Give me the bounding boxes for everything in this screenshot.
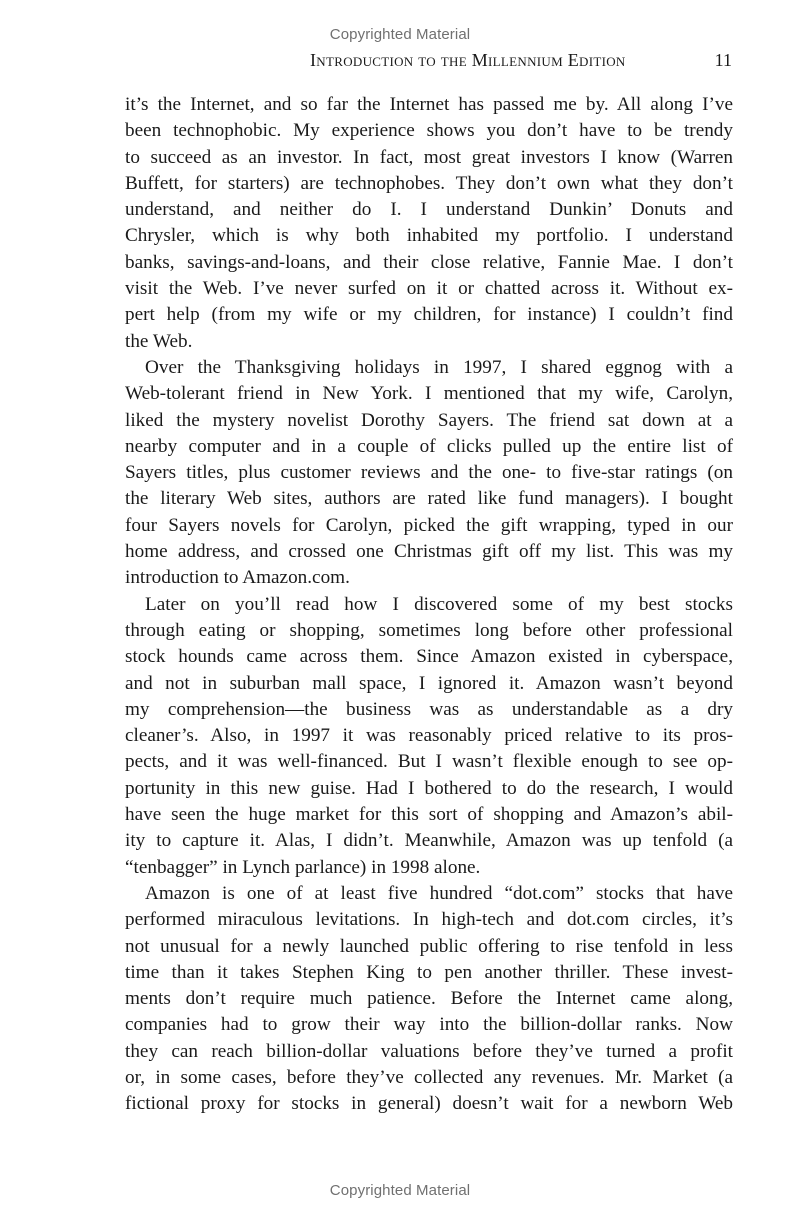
text-line: companies had to grow their way into the billion-dollar ranks. Now bbox=[125, 1014, 733, 1036]
text-line: portunity in this new guise. Had I bothered to do the research, I would bbox=[125, 777, 733, 799]
text-line: “tenbagger” in Lynch parlance) in 1998 alone. bbox=[125, 856, 481, 878]
body-text bbox=[125, 92, 733, 1118]
text-line: they can reach billion-dollar valuations before they’ve turned a profit bbox=[125, 1040, 733, 1062]
text-line: cleaner’s. Also, in 1997 it was reasonably priced relative to its pros- bbox=[125, 725, 733, 747]
text-line: introduction to Amazon.com. bbox=[125, 567, 350, 589]
running-head bbox=[310, 50, 732, 74]
paragraph bbox=[125, 355, 733, 592]
text-line: understand, and neither do I. I understand Dunkin’ Donuts and bbox=[125, 199, 733, 221]
text-line: been technophobic. My experience shows you don’t have to be trendy bbox=[125, 120, 733, 142]
text-line: pects, and it was well-financed. But I wasn’t flexible enough to see op- bbox=[125, 751, 733, 773]
text-line: my comprehension—the business was as understandable as a dry bbox=[125, 698, 733, 720]
text-line: home address, and crossed one Christmas gift off my list. This was my bbox=[125, 541, 733, 563]
page-number: 11 bbox=[714, 50, 732, 70]
text-line: fictional proxy for stocks in general) doesn’t wait for a newborn Web bbox=[125, 1093, 733, 1115]
paragraph bbox=[125, 592, 733, 881]
text-line: four Sayers novels for Carolyn, picked the gift wrapping, typed in our bbox=[125, 514, 733, 536]
running-title: Introduction to the Millennium Edition bbox=[310, 50, 626, 70]
copyright-watermark-bottom: Copyrighted Material bbox=[329, 1182, 471, 1199]
text-line: have seen the huge market for this sort of shopping and Amazon’s abil- bbox=[125, 804, 733, 826]
text-line: Over the Thanksgiving holidays in 1997, I shared eggnog with a bbox=[145, 356, 733, 378]
text-line: it’s the Internet, and so far the Internet has passed me by. All along I’ve bbox=[125, 94, 733, 115]
text-line: to succeed as an investor. In fact, most great investors I know (Warren bbox=[125, 146, 733, 168]
text-line: Buffett, for starters) are technophobes. They don’t own what they don’t bbox=[125, 172, 733, 194]
text-line: the Web. bbox=[125, 330, 193, 352]
text-line: performed miraculous levitations. In high-tech and dot.com circles, it’s bbox=[125, 909, 733, 931]
text-line: Later on you’ll read how I discovered some of my best stocks bbox=[145, 593, 733, 615]
text-line: Chrysler, which is why both inhabited my portfolio. I understand bbox=[125, 225, 733, 247]
text-line: banks, savings-and-loans, and their close relative, Fannie Mae. I don’t bbox=[125, 251, 733, 273]
paragraph bbox=[125, 881, 733, 1118]
text-line: Web-tolerant friend in New York. I mentioned that my wife, Carolyn, bbox=[125, 383, 733, 405]
text-line: Amazon is one of at least five hundred “dot.com” stocks that have bbox=[145, 882, 733, 904]
text-line: nearby computer and in a couple of clicks pulled up the entire list of bbox=[125, 435, 733, 457]
text-line: stock hounds came across them. Since Amazon existed in cyberspace, bbox=[125, 646, 733, 668]
text-line: not unusual for a newly launched public offering to rise tenfold in less bbox=[125, 935, 733, 957]
text-line: visit the Web. I’ve never surfed on it or chatted across it. Without ex- bbox=[125, 278, 733, 300]
text-line: the literary Web sites, authors are rated like fund managers). I bought bbox=[125, 488, 733, 510]
text-line: ments don’t require much patience. Before the Internet came along, bbox=[125, 988, 733, 1010]
text-line: or, in some cases, before they’ve collected any revenues. Mr. Market (a bbox=[125, 1066, 733, 1088]
paragraph bbox=[125, 92, 733, 355]
text-line: and not in suburban mall space, I ignored it. Amazon wasn’t beyond bbox=[125, 672, 733, 694]
text-line: through eating or shopping, sometimes long before other professional bbox=[125, 619, 733, 641]
text-line: Sayers titles, plus customer reviews and the one- to five-star ratings (on bbox=[125, 462, 733, 484]
text-line: liked the mystery novelist Dorothy Sayers. The friend sat down at a bbox=[125, 409, 733, 431]
text-line: time than it takes Stephen King to pen another thriller. These invest- bbox=[125, 961, 733, 983]
copyright-watermark-top: Copyrighted Material bbox=[329, 26, 471, 43]
text-line: pert help (from my wife or my children, for instance) I couldn’t find bbox=[125, 304, 733, 326]
text-line: ity to capture it. Alas, I didn’t. Meanwhile, Amazon was up tenfold (a bbox=[125, 830, 733, 852]
